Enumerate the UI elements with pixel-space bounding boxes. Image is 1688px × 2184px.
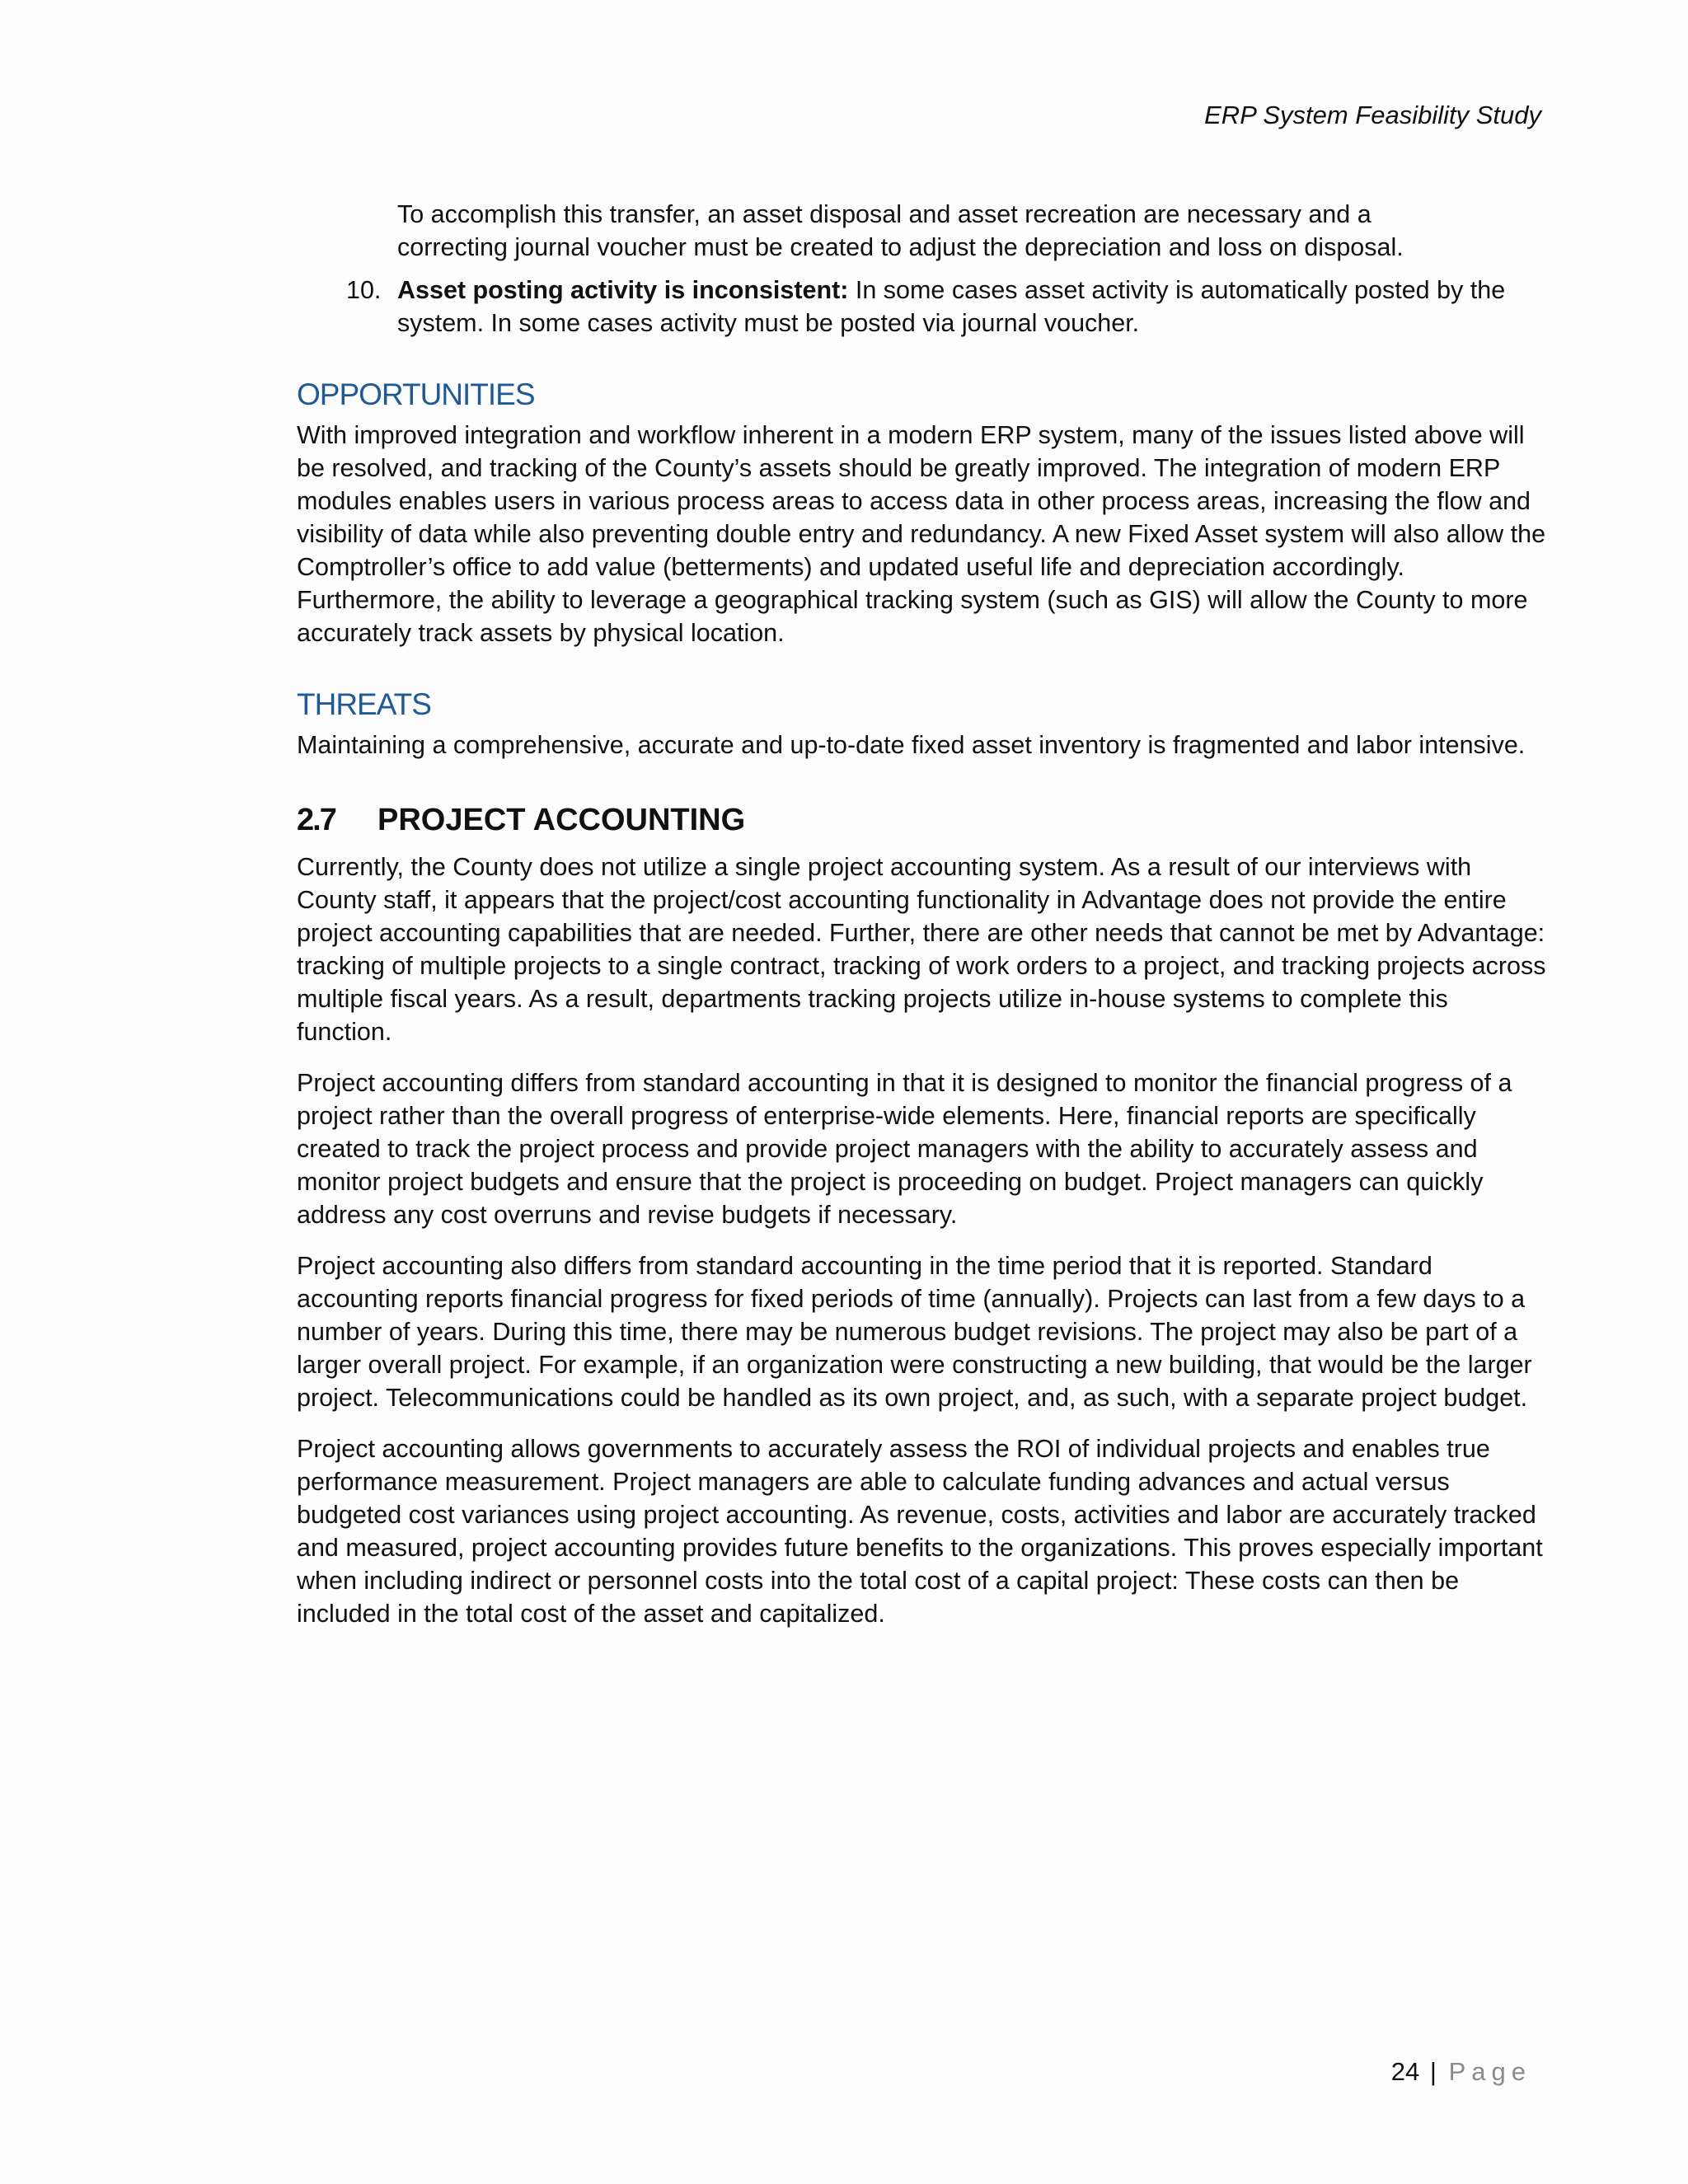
opportunities-text: With improved integration and workflow inherent in a modern ERP system, many of the issues listed above will be resolved, and tracking of the County’s assets should be greatly improved. The integration of modern ERP modules enables users in various process areas to access data in other process areas, increasing the flow and visibility of data while also preventing double entry and redundancy. A new Fixed Asset system will also allow the Comptroller’s office to add value (betterments) and updated useful life and depreciation accordingly. Furthermore, the ability to leverage a geographical tracking system (such as GIS) will allow the County to more accurately track assets by physical location.	[297, 421, 1546, 647]
section-number: 2.7	[297, 803, 335, 837]
opportunities-heading: OPPORTUNITIES	[297, 377, 535, 411]
page-footer	[1391, 2057, 1531, 2087]
section-paragraph: Project accounting also differs from standard accounting in the time period that it is reported. Standard accounting reports financial progress for fixed periods of time (annually). Projects can last from a few days to a number of years. During this time, there may be numerous budget revisions. The project may also be part of a larger overall project. For example, if an organization were constructing a new building, that would be the larger project. Telecommunications could be handled as its own project, and, as such, with a separate project budget.	[297, 1252, 1532, 1412]
list-continuation-text: To accomplish this transfer, an asset disposal and asset recreation are necessary and a correcting journal voucher must be created to adjust the depreciation and loss on disposal.	[397, 200, 1404, 261]
section-title: PROJECT ACCOUNTING	[377, 803, 746, 837]
section-paragraph: Project accounting differs from standard accounting in that it is designed to monitor the financial progress of a project rather than the overall progress of enterprise-wide elements. Here, financial reports are specifically created to track the project process and provide project managers with the ability to accurately assess and monitor project budgets and ensure that the project is proceeding on budget. Project managers can quickly address any cost overruns and revise budgets if necessary.	[297, 1069, 1512, 1229]
list-item-text: In some cases asset activity is automatically posted by the system. In some cases activity must be posted via journal voucher.	[397, 276, 1506, 337]
threats-text: Maintaining a comprehensive, accurate and up-to-date fixed asset inventory is fragmented and labor intensive.	[297, 731, 1526, 759]
list-item-bold-lead: Asset posting activity is inconsistent:	[397, 276, 849, 304]
page-label: Page	[1448, 2057, 1531, 2086]
section-paragraph: Project accounting allows governments to accurately assess the ROI of individual projects and enables true performance measurement. Project managers are able to calculate funding advances and actual versus budgeted cost variances using project accounting. As revenue, costs, activities and labor are accurately tracked and measured, project accounting provides future benefits to the organizations. This proves especially important when including indirect or personnel costs into the total cost of a capital project: These costs can then be included in the total cost of the asset and capitalized.	[297, 1435, 1543, 1628]
footer-separator: |	[1429, 2057, 1437, 2086]
page-number: 24	[1390, 2057, 1420, 2086]
page-content	[297, 198, 1550, 1630]
list-item-10	[297, 274, 1551, 340]
threats-heading: THREATS	[297, 687, 431, 721]
section-paragraph: Currently, the County does not utilize a single project accounting system. As a result of our interviews with County staff, it appears that the project/cost accounting functionality in Advantage does not provide the entire project accounting capabilities that are needed. Further, there are other needs that cannot be met by Advantage: tracking of multiple projects to a single contract, tracking of work orders to a project, and tracking projects across multiple fiscal years. As a result, departments tracking projects utilize in-house systems to complete this function.	[297, 853, 1546, 1046]
section-heading	[297, 799, 1550, 841]
running-header: ERP System Feasibility Study	[1204, 101, 1541, 129]
list-item-number: 10.	[346, 276, 382, 304]
